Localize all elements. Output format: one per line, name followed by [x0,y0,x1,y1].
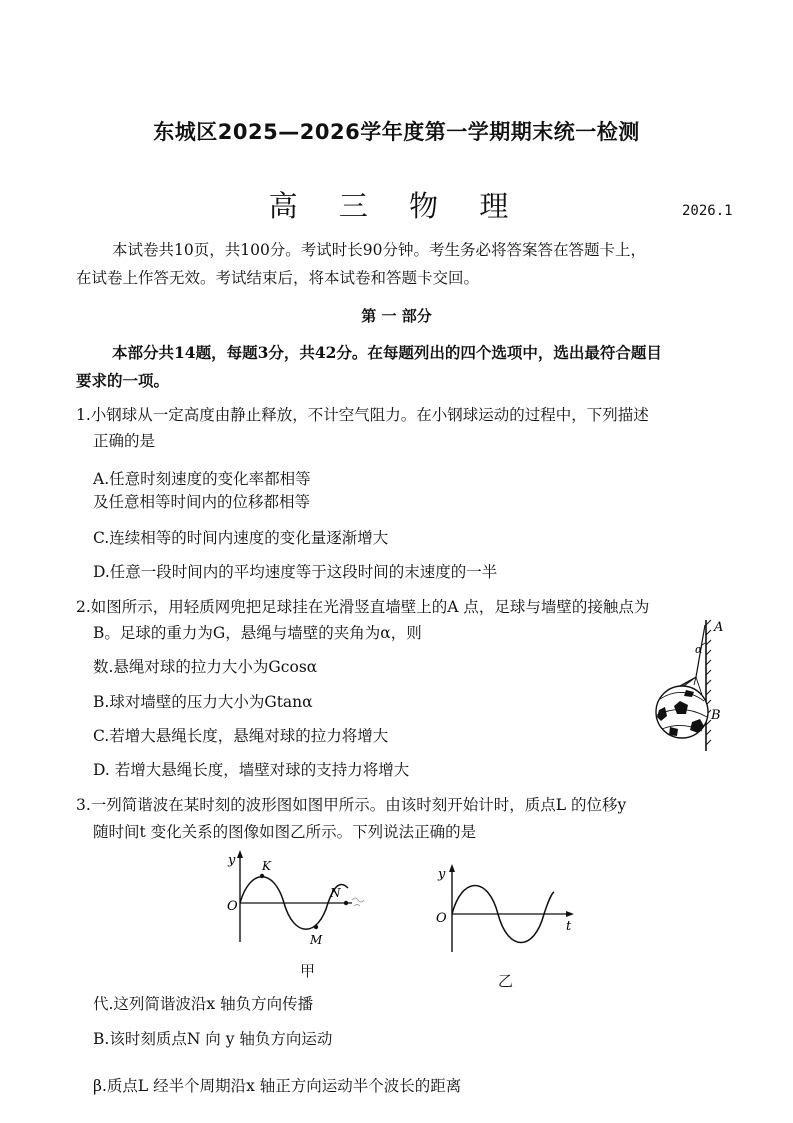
section-desc-line-2: 要求的一项。 [76,371,170,390]
subject-title: 高 三 物 理 [268,189,525,223]
q3-wave-figure-jia [224,848,374,948]
q3-option-b: B.该时刻质点N 向 y 轴负方向运动 [93,1030,333,1048]
y-label: y [228,853,236,868]
y-label: y [438,867,446,882]
q1-option-d: D.任意一段时间内的平均速度等于这段时间的末速度的一半 [93,563,498,581]
q1-stem-line-2: 正确的是 [93,432,156,450]
q3-stem-line-2: 随时间t 变化关系的图像如图乙所示。下列说法正确的是 [93,823,477,841]
q2-stem-line-1: 2.如图所示，用轻质网兜把足球挂在光滑竖直墙壁上的A 点，足球与墙壁的接触点为 [76,598,650,616]
q1-option-c: C.连续相等的时间内速度的变化量逐渐增大 [93,529,389,547]
q3-stem-line-1: 3.一列简谐波在某时刻的波形图如图甲所示。由该时刻开始计时，质点L 的位移y [76,796,627,814]
q1-option-a: A.任意时刻速度的变化率都相等 [93,470,311,488]
q2-option-c: C.若增大悬绳长度，悬绳对球的拉力将增大 [93,727,389,745]
q2-stem-line-2: B。足球的重力为G，悬绳与墙壁的夹角为α，则 [93,624,422,642]
point-b-label: B [711,708,721,723]
q1-stem-line-1: 1.小钢球从一定高度由静止释放，不计空气阻力。在小钢球运动的过程中，下列描述 [76,406,649,424]
q3-option-a: 代.这列简谐波沿x 轴负方向传播 [93,995,314,1013]
intro-line-1: 本试卷共10页，共100分。考试时长90分钟。考生务必将答案答在答题卡上， [112,241,647,259]
alpha-label: α [695,643,703,656]
point-n [344,901,348,905]
intro-line-2: 在试卷上作答无效。考试结束后，将本试卷和答题卡交回。 [76,269,480,287]
point-a-label: A [714,620,724,635]
exam-date: 2026.1 [682,203,733,219]
point-k [260,874,264,878]
section-title: 第 一 部分 [361,307,432,325]
q3-option-c: β.质点L 经半个周期沿x 轴正方向运动半个波长的距离 [93,1077,462,1095]
q2-option-d: D. 若增大悬绳长度，墙壁对球的支持力将增大 [93,761,410,779]
q2-option-a: 数.悬绳对球的拉力大小为Gcosα [93,658,318,676]
point-m [314,925,318,929]
q1-option-b: 及任意相等时间内的位移都相等 [93,493,311,511]
t-label: t [566,919,572,934]
m-label: M [310,933,323,947]
q2-wall-ball-figure [650,615,730,755]
n-label: N [330,886,341,900]
origin-label: O [227,899,238,914]
origin-label: O [436,911,447,926]
caption-yi: 乙 [498,972,514,990]
section-desc-line-1: 本部分共14题，每题3分，共42分。在每题列出的四个选项中，选出最符合题目 [112,343,662,362]
k-label: K [262,859,271,873]
q2-option-b: B.球对墙壁的压力大小为Gtanα [93,693,313,711]
q3-graph-figure-yi [430,862,580,957]
caption-jia: 甲 [300,962,316,980]
exam-title: 东城区2025—2026学年度第一学期期末统一检测 [153,120,640,144]
scribble-mark [352,898,364,906]
